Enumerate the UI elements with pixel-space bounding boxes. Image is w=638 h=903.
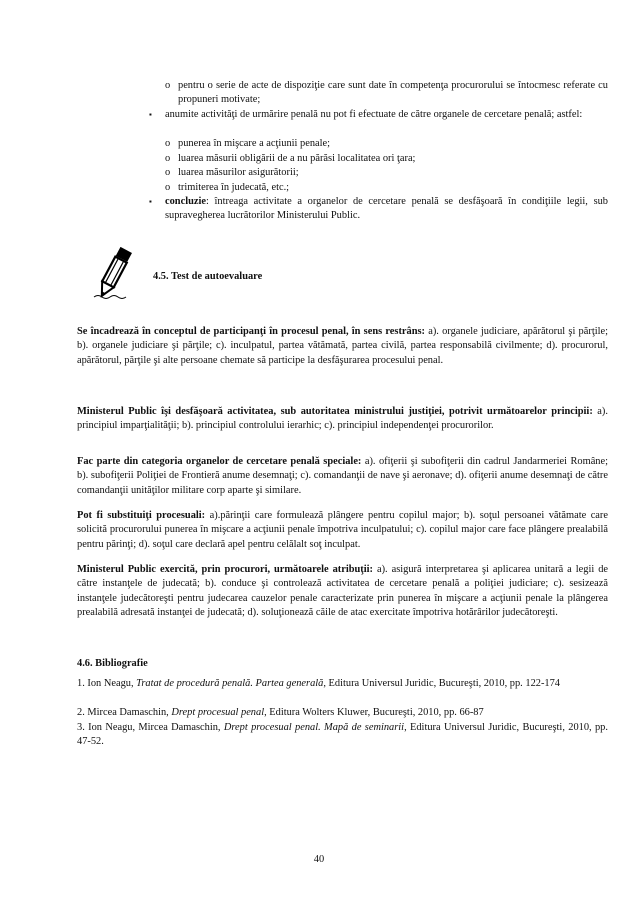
question-text: Ministerul Public îşi desfăşoară activitatea, sub autoritatea ministrului justiţiei, potrivit următoarelor principii:	[77, 406, 593, 417]
list-item-text: pentru o serie de acte de dispoziţie care sunt date în competenţa procurorului se întocmesc referate cu propuneri motivate;	[178, 80, 608, 106]
page-number: 40	[313, 854, 325, 865]
answer-options: a). asigură interpretarea şi aplicarea unitară a legii de către instanţele de judecată; b). conduce şi controlează activitatea de cercetare penală a poliţiei judiciare; c). sesizează instanţele judecătoreşti pentru judecarea cauzelor penale caracterizate prin punerea în mişcare a acţiunii penale la plângerea prealabilă adresată instanţei de judecată; d). soluţionează căile de atac exercitate împotriva hotărârilor judecătoreşti.	[77, 564, 608, 619]
bib-author: 1. Ion Neagu,	[77, 678, 137, 689]
answer-options: a).părinţii care formulează plângere pentru copilul major; b). soţul persoanei vătămate care solicită procurorului punerea în mişcare a acţiunii penale împotriva inculpatului; c). copilul major care face plângere prealabilă pentru părinţi; d). soţul care declară apel pentru celălalt soţ inculpat.	[77, 510, 608, 550]
bib-publisher: , Editura Universul Juridic, Bucureşti, 2010, pp. 47-52.	[77, 722, 608, 748]
bib-publisher: , Editura Universul Juridic, Bucureşti, 2010, pp. 122-174	[323, 678, 560, 689]
bib-author: 3. Ion Neagu, Mircea Damaschin,	[77, 722, 224, 733]
section-heading: 4.6. Bibliografie	[77, 658, 148, 669]
list-item-text: luarea măsurii obligării de a nu părăsi localitatea ori ţara;	[178, 152, 416, 164]
list-item-text: : întreaga activitate a organelor de cercetare penală se desfăşoară în condiţiile legii, sub supravegherea lucrătorilor Ministerului Public.	[165, 196, 608, 222]
list-item-text: anumite activităţi de urmărire penală nu pot fi efectuate de către organele de cercetare penală; astfel:	[165, 109, 583, 120]
square-bullet: ▪	[149, 197, 152, 206]
list-item-sub	[165, 181, 608, 195]
answer-options: a). principiul imparţialităţii; b). principiul controlului ierarhic; c). principiul independenţei procurorilor.	[77, 406, 608, 432]
list-item-sub	[165, 152, 608, 166]
test-question	[77, 509, 608, 552]
bib-publisher: , Editura Wolters Kluwer, Bucureşti, 2010, pp. 66-87	[264, 707, 484, 718]
circle-bullet: o	[165, 138, 171, 149]
bib-title: Drept procesual penal	[171, 707, 265, 718]
answer-options: a). organele judiciare, apărătorul şi părţile; b). organele judiciare şi părţile; c). inculpatul, partea vătămată, partea civilă, partea responsabilă civilmente; d). procurorul, apărătorul, părţile şi alte persoane chemate să participe la desfăşurarea procesului penal.	[77, 326, 608, 366]
circle-bullet: o	[165, 80, 171, 91]
bib-author: 2. Mircea Damaschin,	[77, 707, 172, 718]
circle-bullet: o	[165, 167, 171, 178]
test-question	[77, 563, 608, 621]
list-item-text: trimiterea în judecată, etc.;	[178, 181, 290, 193]
bibliography-entry	[77, 721, 608, 750]
question-text: Se încadrează în conceptul de participanţi în procesul penal, în sens restrâns:	[77, 326, 425, 337]
bib-title: Tratat de procedură penală. Partea generală	[136, 678, 324, 689]
square-bullet: ▪	[149, 110, 152, 119]
pencil-icon	[84, 244, 144, 304]
circle-bullet: o	[165, 181, 171, 193]
bibliography-entry	[77, 706, 608, 720]
test-question	[77, 405, 608, 434]
question-text: Fac parte din categoria organelor de cercetare penală speciale:	[77, 456, 362, 467]
list-item-sub	[165, 79, 608, 108]
test-question	[77, 325, 608, 368]
bibliography-entry	[77, 677, 608, 691]
list-item-sub	[165, 166, 608, 180]
list-item	[149, 108, 608, 122]
bib-title: Drept procesual penal. Mapă de seminarii	[223, 722, 405, 733]
section-heading: 4.5. Test de autoevaluare	[153, 271, 263, 282]
test-question	[77, 455, 608, 498]
list-item-text: luarea măsurilor asigurătorii;	[178, 167, 299, 178]
answer-options: a). ofiţerii şi subofiţerii din cadrul Jandarmeriei Române; b). subofiţerii Poliţiei de Frontieră anume desemnaţi; c). comandanţii de nave şi aeronave; d). ofiţerii anume desemnaţi de către comandanţii unităţilor militare corp aparte şi similare.	[77, 456, 608, 496]
circle-bullet: o	[165, 152, 171, 164]
conclusion-label: concluzie	[165, 196, 206, 207]
list-item-sub	[165, 137, 608, 151]
question-text: Ministerul Public exercită, prin procurori, următoarele atribuţii:	[77, 564, 374, 575]
question-text: Pot fi substituiţi procesuali:	[77, 510, 206, 521]
list-item-text: punerea în mişcare a acţiunii penale;	[178, 138, 331, 149]
list-item	[149, 195, 608, 224]
